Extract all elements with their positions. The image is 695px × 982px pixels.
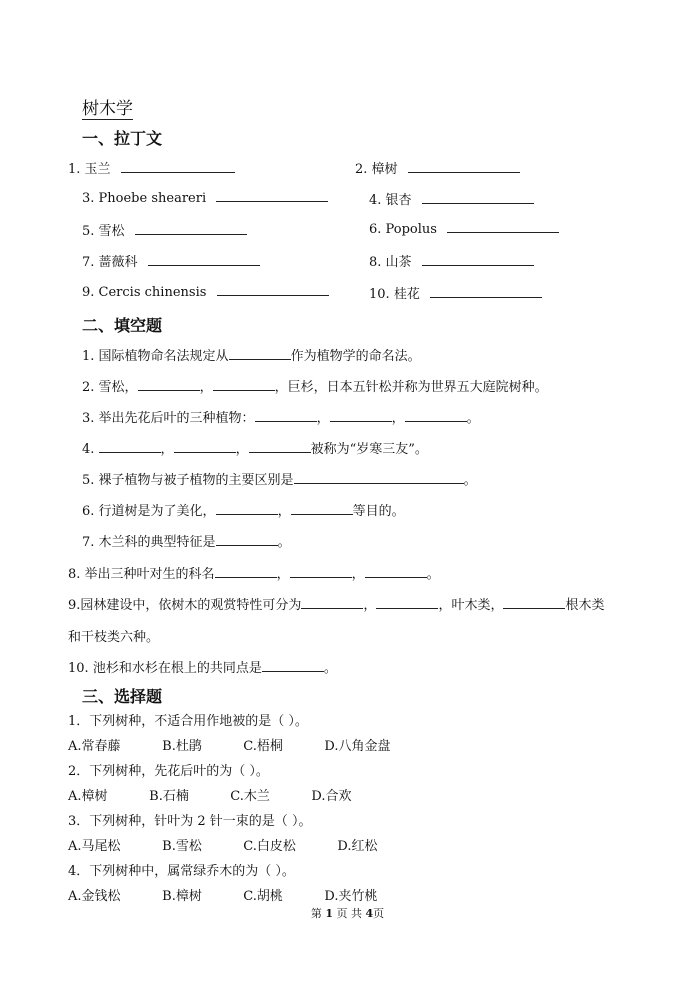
- item-number: 6.: [369, 222, 382, 237]
- answer-blank[interactable]: [291, 502, 353, 515]
- answer-blank[interactable]: [422, 253, 534, 266]
- question-text: 裸子植物与被子植物的主要区别是: [98, 473, 294, 488]
- item-text: 蔷薇科: [98, 255, 138, 270]
- choice-options: [68, 785, 352, 804]
- item-text: 桂花: [393, 287, 420, 302]
- choice-options: [68, 835, 378, 854]
- answer-blank[interactable]: [213, 378, 275, 391]
- item-text: 玉兰: [84, 162, 111, 177]
- total-page-count: 4: [365, 907, 374, 920]
- answer-blank[interactable]: [422, 191, 534, 204]
- choice-question: 4．下列树种中，属常绿乔木的为（ ）。: [68, 864, 295, 879]
- section-heading-latin: 一、拉丁文: [82, 129, 163, 148]
- answer-blank[interactable]: [99, 440, 161, 453]
- answer-blank[interactable]: [408, 160, 520, 173]
- choice-option[interactable]: C.胡桃: [243, 889, 283, 904]
- fill-question: [68, 594, 604, 613]
- question-number: 9.: [68, 598, 81, 613]
- fill-question: [68, 657, 337, 676]
- latin-item: [82, 283, 329, 300]
- answer-blank[interactable]: [447, 220, 559, 233]
- item-number: 5.: [82, 224, 95, 239]
- answer-blank[interactable]: [121, 160, 235, 173]
- question-number: 7.: [82, 535, 95, 550]
- item-text: Popolus: [385, 222, 437, 237]
- latin-item: [369, 189, 534, 208]
- question-text: 木兰科的典型特征是: [98, 535, 216, 550]
- latin-item: [355, 158, 520, 177]
- question-text: ，: [363, 598, 377, 613]
- item-number: 10.: [369, 287, 390, 302]
- fill-question: [82, 438, 428, 457]
- question-text: 被称为“岁寒三友”。: [310, 442, 428, 457]
- question-text: 池杉和水杉在根上的共同点是: [92, 661, 262, 676]
- answer-blank[interactable]: [216, 502, 278, 515]
- latin-item: [68, 158, 235, 177]
- answer-blank[interactable]: [216, 189, 328, 202]
- choice-option[interactable]: D.夹竹桃: [324, 889, 378, 904]
- choice-option[interactable]: D.八角金盘: [324, 739, 391, 754]
- question-text: ，: [276, 567, 290, 582]
- question-text: 。: [277, 535, 291, 550]
- latin-item: [369, 283, 542, 302]
- choice-options: [68, 885, 378, 904]
- question-text: 举出先花后叶的三种植物：: [98, 411, 255, 426]
- question-text: 作为植物学的命名法。: [290, 349, 421, 364]
- fill-question: [82, 345, 421, 364]
- choice-option[interactable]: B.杜鹃: [162, 739, 202, 754]
- answer-blank[interactable]: [135, 222, 247, 235]
- choice-option[interactable]: C.梧桐: [243, 739, 283, 754]
- fill-question: [82, 376, 548, 395]
- answer-blank[interactable]: [376, 596, 438, 609]
- question-text: ，: [277, 504, 291, 519]
- question-text: ，: [351, 567, 365, 582]
- document-title: 树木学: [82, 99, 133, 119]
- answer-blank[interactable]: [290, 565, 352, 578]
- answer-blank[interactable]: [301, 596, 363, 609]
- question-text: ，: [160, 442, 174, 457]
- fill-question-continuation: 和干枝类六种。: [68, 630, 160, 645]
- question-number: 1.: [82, 349, 95, 364]
- question-text: ，: [391, 411, 405, 426]
- answer-blank[interactable]: [503, 596, 565, 609]
- choice-option[interactable]: B.樟树: [162, 889, 202, 904]
- latin-item: [369, 251, 534, 270]
- item-number: 4.: [369, 193, 382, 208]
- question-text: 行道树是为了美化，: [98, 504, 216, 519]
- question-text: 园林建设中，依树木的观赏特性可分为: [80, 598, 302, 613]
- answer-blank[interactable]: [365, 565, 427, 578]
- answer-blank[interactable]: [430, 285, 542, 298]
- fill-question: [82, 469, 477, 488]
- latin-item: [82, 189, 328, 206]
- answer-blank[interactable]: [229, 347, 291, 360]
- page-footer: [0, 905, 695, 921]
- choice-option[interactable]: B.雪松: [162, 839, 202, 854]
- question-text: 。: [426, 567, 440, 582]
- question-text: 。: [466, 411, 480, 426]
- question-text: 根木类: [565, 598, 605, 613]
- answer-blank[interactable]: [262, 659, 324, 672]
- footer-text: 页: [373, 907, 385, 920]
- item-number: 9.: [82, 285, 95, 300]
- question-text: ，: [199, 380, 213, 395]
- answer-blank[interactable]: [249, 440, 311, 453]
- question-text: 举出三种叶对生的科名: [84, 567, 215, 582]
- question-number: 3.: [82, 411, 95, 426]
- fill-question: [68, 563, 440, 582]
- item-number: 7.: [82, 255, 95, 270]
- question-text: ，巨杉，日本五针松并称为世界五大庭院树种。: [274, 380, 548, 395]
- answer-blank[interactable]: [294, 471, 464, 484]
- latin-item: [82, 220, 247, 239]
- question-number: 10.: [68, 661, 89, 676]
- answer-blank[interactable]: [255, 409, 317, 422]
- choice-option[interactable]: A.金钱松: [68, 889, 121, 904]
- section-heading-fill-in: 二、填空题: [82, 316, 163, 335]
- item-text: Phoebe sheareri: [98, 191, 207, 206]
- latin-item: [82, 251, 260, 270]
- question-text: ，: [316, 411, 330, 426]
- choice-options: [68, 735, 391, 754]
- choice-question: 2．下列树种，先花后叶的为（ ）。: [68, 764, 269, 779]
- answer-blank[interactable]: [217, 283, 329, 296]
- question-text: ，: [235, 442, 249, 457]
- question-number: 6.: [82, 504, 95, 519]
- item-text: Cercis chinensis: [98, 285, 207, 300]
- item-number: 3.: [82, 191, 95, 206]
- answer-blank[interactable]: [174, 440, 236, 453]
- item-text: 樟树: [371, 162, 398, 177]
- question-text: 。: [323, 661, 337, 676]
- answer-blank[interactable]: [216, 533, 278, 546]
- latin-item: [369, 220, 559, 237]
- question-number: 2.: [82, 380, 95, 395]
- footer-text: 页 共: [336, 907, 362, 920]
- fill-question: [82, 500, 405, 519]
- question-text: 。: [463, 473, 477, 488]
- question-number: 5.: [82, 473, 95, 488]
- question-text: 国际植物命名法规定从: [98, 349, 229, 364]
- question-text: 雪松，: [98, 380, 138, 395]
- item-text: 山茶: [385, 255, 412, 270]
- choice-option[interactable]: A.樟树: [68, 789, 108, 804]
- answer-blank[interactable]: [138, 378, 200, 391]
- choice-option[interactable]: A.马尾松: [68, 839, 121, 854]
- footer-text: 第: [310, 907, 322, 920]
- choice-question: 1．下列树种，不适合用作地被的是（ ）。: [68, 714, 308, 729]
- item-text: 雪松: [98, 224, 125, 239]
- question-number: 8.: [68, 567, 81, 582]
- item-text: 银杏: [385, 193, 412, 208]
- answer-blank[interactable]: [405, 409, 467, 422]
- choice-option[interactable]: C.白皮松: [243, 839, 296, 854]
- choice-option[interactable]: B.石楠: [149, 789, 189, 804]
- choice-question: 3．下列树种，针叶为 2 针一束的是（ ）。: [68, 814, 312, 829]
- answer-blank[interactable]: [330, 409, 392, 422]
- choice-option[interactable]: A.常春藤: [68, 739, 121, 754]
- choice-option[interactable]: D.合欢: [311, 789, 352, 804]
- item-number: 2.: [355, 162, 368, 177]
- choice-option[interactable]: C.木兰: [230, 789, 270, 804]
- question-number: 4.: [82, 442, 95, 457]
- section-heading-choice: 三、选择题: [82, 687, 163, 706]
- answer-blank[interactable]: [215, 565, 277, 578]
- current-page-number: 1: [325, 907, 333, 920]
- question-text: ，叶木类，: [438, 598, 504, 613]
- fill-question: [82, 531, 291, 550]
- item-number: 8.: [369, 255, 382, 270]
- choice-option[interactable]: D.红松: [337, 839, 378, 854]
- item-number: 1.: [68, 162, 81, 177]
- fill-question: [82, 407, 480, 426]
- answer-blank[interactable]: [148, 253, 260, 266]
- question-text: 等目的。: [352, 504, 405, 519]
